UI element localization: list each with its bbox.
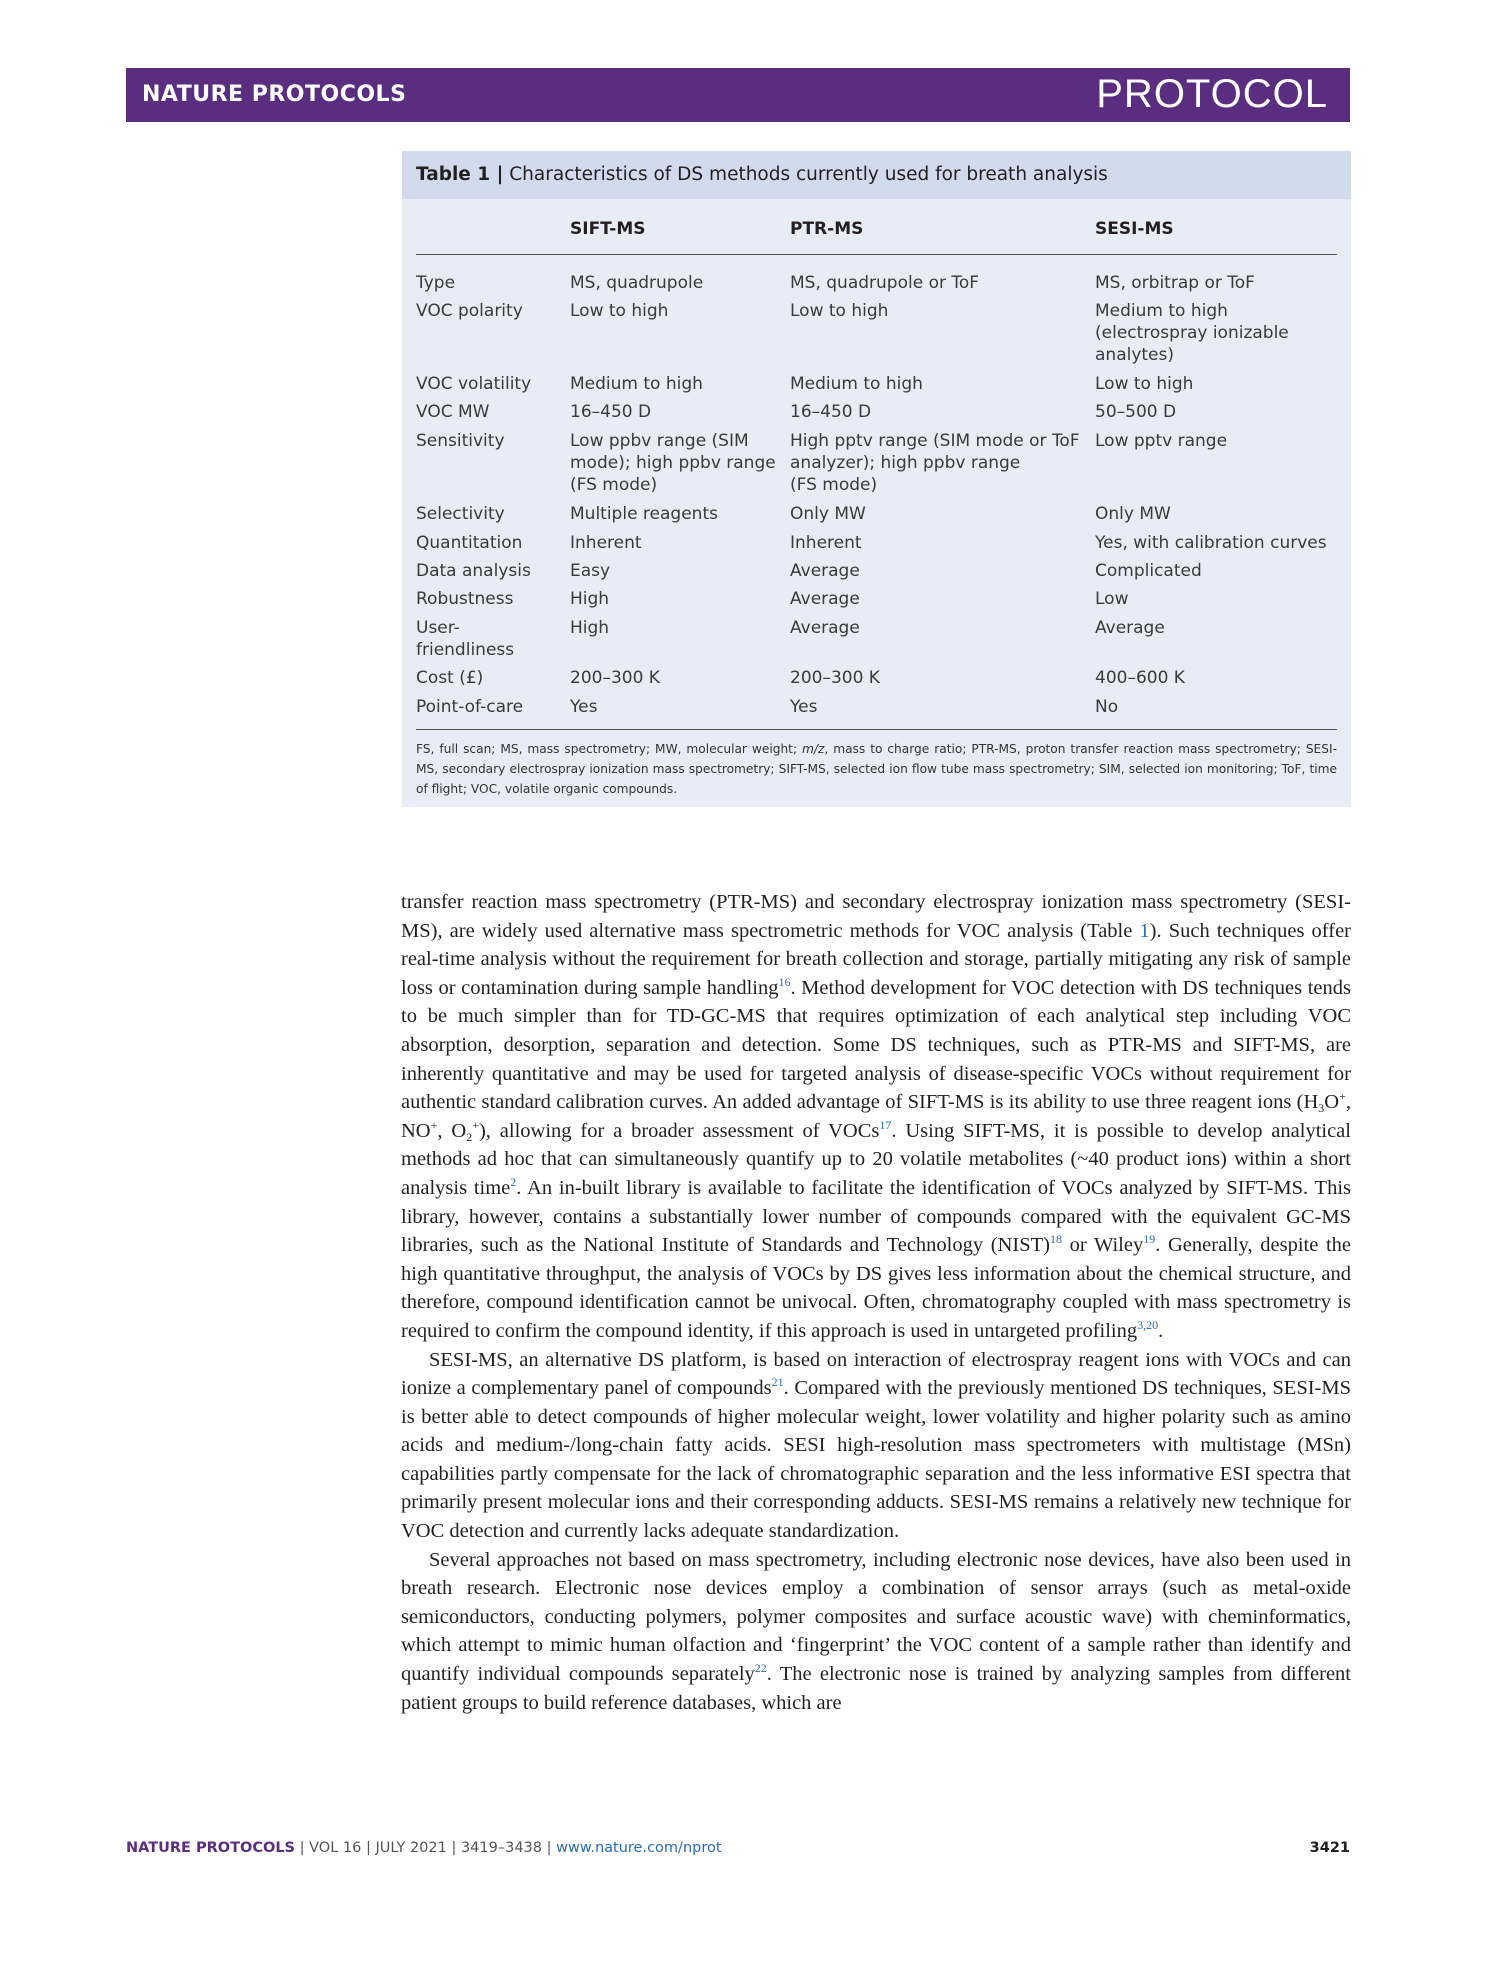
citation-link[interactable]: 22: [754, 1661, 767, 1676]
table-cell: 200–300 K: [570, 668, 660, 688]
table-cell: Medium to high (electrospray ionizable analytes): [1095, 301, 1289, 365]
table-cell: Average: [790, 561, 860, 581]
table-cell: Cost (£): [416, 668, 484, 688]
table-cell: Type: [416, 273, 456, 293]
paragraph: SESI-MS, an alternative DS platform, is based on interaction of electrospray reagent ions with VOCs and can ionize a complementary panel of compounds$^{21}$. Compared with the previously mentioned DS techniques, SESI-MS is better able to detect compounds of higher molecular weight, lower volatility and higher polarity such as amino acids and medium-/long-chain fatty acids. SESI high-resolution mass spectrometers with multistage (MSn) capabilities partly compensate for the lack of chromatographic separation and the less informative ESI spectra that primarily present molecular ions and their corresponding adducts. SESI-MS remains a relatively new technique for VOC detection and currently lacks adequate standardization.: [401, 1348, 1351, 1543]
table-header-cell: SIFT-MS: [570, 219, 646, 239]
table-1: [402, 151, 1351, 807]
table-cell: 16–450 D: [790, 402, 872, 422]
journal-name: NATURE PROTOCOLS: [142, 82, 407, 107]
table-cell: Easy: [570, 561, 611, 581]
table-cell: Robustness: [416, 589, 514, 609]
table-cell: Yes: [570, 697, 598, 717]
table-cell: Multiple reagents: [570, 504, 718, 524]
table-cell: MS, quadrupole: [570, 273, 704, 293]
table-cell: High pptv range (SIM mode or ToF analyzer); high ppbv range (FS mode): [790, 431, 1080, 495]
table-cell: Selectivity: [416, 504, 505, 524]
table-cell: Only MW: [1095, 504, 1171, 524]
table-cell: Average: [1095, 618, 1165, 638]
table-cell: No: [1095, 697, 1119, 717]
table-cell: High: [570, 618, 610, 638]
table-reference-link[interactable]: 1: [1139, 919, 1150, 942]
citation-link[interactable]: 19: [1143, 1232, 1156, 1247]
table-header-rule: [416, 254, 1337, 255]
citation-link[interactable]: 17: [879, 1117, 892, 1132]
table-cell: Complicated: [1095, 561, 1202, 581]
table-cell: MS, quadrupole or ToF: [790, 273, 980, 293]
table-cell: Quantitation: [416, 533, 523, 553]
table-cell: Low pptv range: [1095, 431, 1228, 451]
table-header-cell: SESI-MS: [1095, 219, 1174, 239]
page-footer: [126, 1840, 1350, 1864]
table-cell: 200–300 K: [790, 668, 880, 688]
table-cell: High: [570, 589, 610, 609]
table-label: Table 1 |: [416, 164, 504, 185]
table-cell: 50–500 D: [1095, 402, 1177, 422]
table-cell: Sensitivity: [416, 431, 505, 451]
table-cell: VOC volatility: [416, 374, 532, 394]
article-type: PROTOCOL: [1096, 72, 1328, 116]
citation-link[interactable]: 16: [778, 974, 791, 989]
table-cell: Low to high: [570, 301, 669, 321]
table-cell: Low: [1095, 589, 1129, 609]
paragraph: transfer reaction mass spectrometry (PTR-MS) and secondary electrospray ionization mass spectrometry (SESI-MS), are widely used alternative mass spectrometric methods for VOC analysis (Table 1). Such techniques offer real-time analysis without the requirement for breath collection and storage, partially mitigating any risk of sample loss or contamination during sample handling$^{16}$. Method development for VOC detection with DS techniques tends to be much simpler than for TD-GC-MS that requires optimization of each analytical step including VOC absorption, desorption, separation and detection. Some DS techniques, such as PTR-MS and SIFT-MS, are inherently quantitative and may be used for targeted analysis of disease-specific VOCs without requirement for authentic standard calibration curves. An added advantage of SIFT-MS is its ability to use three reagent ions ($H_3O^+$, NO+, $O_2^+$), allowing for a broader assessment of VOCs$^{17}$. Using SIFT-MS, it is possible to develop analytical methods ad hoc that can simultaneously quantify up to 20 volatile metabolites (~40 product ions) within a short analysis time$^2$. An in-built library is available to facilitate the identification of VOCs analyzed by SIFT-MS. This library, however, contains a substantially lower number of compounds compared with the equivalent GC-MS libraries, such as the National Institute of Standards and Technology (NIST)$^{18}$ or Wiley$^{19}$. Generally, despite the high quantitative throughput, the analysis of VOCs by DS gives less information about the chemical structure, and therefore, compound identification cannot be univocal. Often, chromatography coupled with mass spectrometry is required to confirm the compound identity, if this approach is used in untargeted profiling$^{3,20}$.: [401, 891, 1351, 1342]
table-footnote: FS, full scan; MS, mass spectrometry; MW, molecular weight; m/z, mass to charge ratio; PTR-MS, proton transfer reaction mass spectrometry; SESI-MS, secondary electrospray ionization mass spectrometry; SIFT-MS, selected ion flow tube mass spectrometry; SIM, selected ion monitoring; ToF, time of flight; VOC, volatile organic compounds.: [416, 742, 1337, 796]
table-cell: Inherent: [790, 533, 862, 553]
table-cell: Low ppbv range (SIM mode); high ppbv range (FS mode): [570, 431, 776, 495]
table-cell: 400–600 K: [1095, 668, 1185, 688]
footer-url-link[interactable]: www.nature.com/nprot: [556, 1840, 722, 1856]
citation-link[interactable]: 21: [771, 1375, 784, 1390]
table-cell: User- friendliness: [416, 618, 515, 660]
table-cell: Average: [790, 618, 860, 638]
footer-journal: NATURE PROTOCOLS: [126, 1840, 296, 1856]
table-cell: VOC MW: [416, 402, 490, 422]
table-title: [416, 164, 1108, 185]
table-cell: Only MW: [790, 504, 866, 524]
citation-link[interactable]: 3,20: [1137, 1317, 1159, 1332]
paragraph: Several approaches not based on mass spectrometry, including electronic nose devices, have also been used in breath research. Electronic nose devices employ a combination of sensor arrays (such as metal-oxide semiconductors, conducting polymers, polymer composites and surface acoustic wave) with cheminformatics, which attempt to mimic human olfaction and ‘fingerprint’ the VOC content of a sample rather than identify and quantify individual compounds separately$^{22}$. The electronic nose is trained by analyzing samples from different patient groups to build reference databases, which are: [401, 1548, 1351, 1714]
footer-citation: | VOL 16 | JULY 2021 | 3419–3438 |: [295, 1840, 557, 1856]
table-bottom-rule: [416, 729, 1337, 730]
body-text: [401, 888, 1351, 1717]
table-cell: MS, orbitrap or ToF: [1095, 273, 1255, 293]
table-cell: Low to high: [1095, 374, 1194, 394]
table-cell: Yes, with calibration curves: [1095, 533, 1327, 553]
table-caption: Characteristics of DS methods currently used for breath analysis: [509, 164, 1108, 185]
table-title-band: [402, 151, 1351, 199]
table-cell: Inherent: [570, 533, 642, 553]
table-cell: Low to high: [790, 301, 889, 321]
table-header-cell: PTR-MS: [790, 219, 864, 239]
page-number: 3421: [1309, 1840, 1350, 1856]
citation-link[interactable]: 2: [510, 1174, 517, 1189]
table-cell: Average: [790, 589, 860, 609]
journal-header-bar: [126, 68, 1350, 122]
table-cell: Point-of-care: [416, 697, 524, 717]
table-cell: Medium to high: [790, 374, 923, 394]
table-cell: Yes: [790, 697, 818, 717]
table-cell: Data analysis: [416, 561, 531, 581]
table-cell: 16–450 D: [570, 402, 652, 422]
citation-link[interactable]: 18: [1049, 1232, 1062, 1247]
table-cell: Medium to high: [570, 374, 703, 394]
table-cell: VOC polarity: [416, 301, 523, 321]
